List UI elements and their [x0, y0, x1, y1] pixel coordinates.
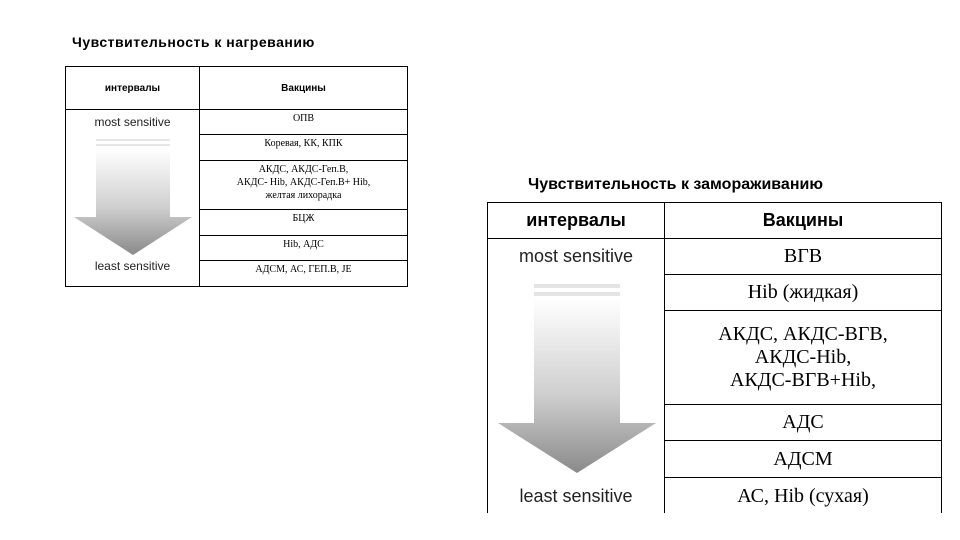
down-arrow-icon: [66, 135, 200, 265]
most-sensitive-label: most sensitive: [94, 115, 171, 129]
table-row: АДСМ: [665, 441, 941, 478]
intervals-column: [488, 203, 665, 513]
vaccines-header: Вакцины: [665, 203, 941, 239]
table-row: АС, Hib (сухая): [737, 484, 869, 507]
table-row: Hib (жидкая): [665, 275, 941, 311]
table-row: АДС: [665, 405, 941, 441]
least-sensitive-label: least sensitive: [519, 486, 633, 506]
table-row: АДСМ, АС, ГЕП.В, JE: [255, 264, 352, 275]
vaccines-header: Вакцины: [200, 67, 407, 110]
intervals-column: [66, 67, 200, 286]
least-sensitive-label: least sensitive: [94, 259, 171, 273]
vaccines-column: [200, 67, 407, 286]
freeze-sensitivity-title: Чувствительность к замораживанию: [528, 176, 823, 193]
freeze-sensitivity-table: [487, 202, 942, 513]
table-row: Коревая, КК, КПК: [200, 135, 407, 161]
intervals-header: интервалы: [66, 67, 199, 110]
heat-sensitivity-table: [65, 66, 408, 287]
most-sensitive-label: most sensitive: [518, 246, 634, 266]
table-row: ОПВ: [200, 110, 407, 135]
table-row: БЦЖ: [200, 210, 407, 236]
heat-sensitivity-title: Чувствительность к нагреванию: [72, 34, 315, 50]
down-arrow-icon: [488, 281, 665, 481]
table-row: АКДС, АКДС-ВГВ, АКДС-Hib, АКДС-ВГВ+Hib,: [665, 311, 941, 405]
intervals-header: интервалы: [488, 203, 664, 239]
table-row: АКДС, АКДС-Геп.В, АКДС- Hib, АКДС-Геп.В+ Hib, желтая лихорадка: [200, 161, 407, 210]
vaccines-column: [665, 203, 941, 513]
table-row: Hib, АДС: [200, 236, 407, 261]
table-row: ВГВ: [665, 239, 941, 275]
